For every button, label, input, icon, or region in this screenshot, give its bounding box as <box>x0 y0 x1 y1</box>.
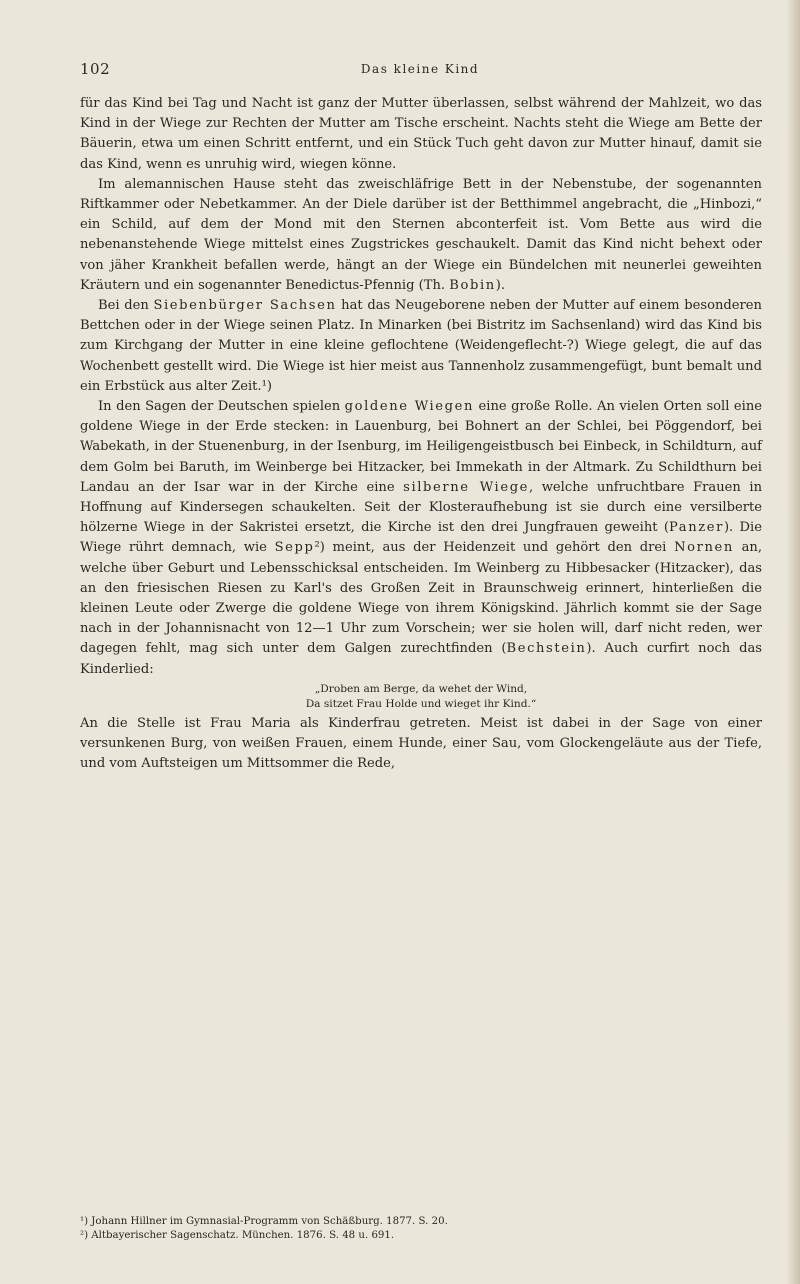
footnotes <box>80 1215 762 1243</box>
closing-paragraph: An die Stelle ist Frau Maria als Kinderfrau getreten. Meist ist dabei in der Sage von einer versunkenen Burg, von weißen Frauen, einem Hunde, einer Sau, vom Glockengeläute aus der Tiefe, und vom Auftsteigen um Mittsommer die Rede, <box>80 715 762 772</box>
verse-line-1: „Droben am Berge, da wehet der Wind, <box>314 682 528 695</box>
page-header <box>80 60 760 82</box>
verse-line-2: Da sitzet Frau Holde und wieget ihr Kind.“ <box>305 697 537 710</box>
paragraph-1: für das Kind bei Tag und Nacht ist ganz der Mutter überlassen, selbst während der Mahlzeit, wo das Kind in der Wiege zur Rechten der Mutter am Tische erscheint. Nachts steht die Wiege am Bette der Bäuerin, etwa um einen Schritt entfernt, und ein Stück Tuch geht davon zur Mutter hinauf, damit sie das Kind, wenn es unruhig wird, wiegen könne. <box>80 96 762 172</box>
running-head: Das kleine Kind <box>360 62 480 76</box>
spaced-emphasis: Bechstein <box>506 641 587 657</box>
spaced-emphasis: Nornen <box>674 540 734 556</box>
spaced-emphasis: Panzer <box>668 520 724 536</box>
spaced-emphasis: Siebenbürger Sachsen <box>153 298 337 314</box>
spaced-emphasis: goldene Wiegen <box>344 399 475 415</box>
spaced-emphasis: Bobin <box>449 277 496 293</box>
spaced-emphasis: Sepp <box>274 540 315 556</box>
verse-block <box>80 682 762 712</box>
page-number: 102 <box>80 60 111 78</box>
paragraph-2: Im alemannischen Hause steht das zweischläfrige Bett in der Nebenstube, der sogenannten Riftkammer oder Nebetkammer. An der Diele darüber ist der Betthimmel angebracht, die „Hinbozi,“ ein Schild, auf dem der Mond mit den Sternen abconterfeit ist. Vom Bette aus wird die nebenanstehende Wiege mittelst eines Zugstrickes geschaukelt. Damit das Kind nicht behext oder von jäher Krankheit befallen werde, hängt an der Wiege ein Bündelchen mit neunerlei geweihten Kräutern und ein sogenannter Benedictus-Pfennig (Th. Bobin). <box>80 176 762 293</box>
spaced-emphasis: silberne Wiege <box>403 479 530 495</box>
page-edge-shadow <box>786 0 800 1284</box>
footnote-2: ²) Altbayerischer Sagenschatz. München. 1876. S. 48 u. 691. <box>80 1230 395 1241</box>
spaced-emphasis: goldene Wiege <box>344 399 464 415</box>
body-text <box>80 94 762 775</box>
paragraph-3: Bei den Siebenbürger Sachsen hat das Neugeborene neben der Mutter auf einem besonderen Bettchen oder in der Wiege seinen Platz. In Minarken (bei Bistritz im Sachsenland) wird das Kind bis zum Kirchgang der Mutter in eine kleine geflochtene (Weidengeflecht-?) Wiege gelegt, die auf das Wochenbett gestellt wird. Die Wiege ist hier meist aus Tannenholz zusammengefügt, bunt bemalt und ein Erbstück aus alter Zeit.¹) <box>80 298 762 394</box>
paragraph-4: In den Sagen der Deutschen spielen goldene Wiegen eine große Rolle. An vielen Orten soll eine goldene Wiege in der Erde stecken: in Lauenburg, bei Bohnert an der Schlei, bei Pöggendorf, bei Wabekath, in der Stuenenburg, in der Isenburg, im Heiligengeistbusch bei Einbeck, in Schildturn, auf dem Golm bei Baruth, im Weinberge bei Hitzacker, bei Immekath in der Altmark. Zu Schildthurn bei Landau an der Isar war in der Kirche eine silberne Wiege, welche unfruchtbare Frauen in Hoffnung auf Kindersegen schaukelten. Seit der Klosteraufhebung ist sie durch eine versilberte hölzerne Wiege in der Sakristei ersetzt, die Kirche ist den drei Jungfrauen geweiht (Panzer). Die Wiege rührt demnach, wie Sepp²) meint, aus der Heidenzeit und gehört den drei Nornen an, welche über Geburt und Lebensschicksal entscheiden. Im Weinberg zu Hibbesacker (Hitzacker), das an den friesischen Riesen zu Karl's des Großen Zeit in Braunschweig erinnert, hinterließen die kleinen Leute oder Zwerge die goldene Wiege von ihrem Königskind. Jährlich kommt sie der Sage nach in der Johannisnacht von 12—1 Uhr zum Vorschein; wer sie holen will, darf nicht reden, wer dagegen fehlt, mag sich unter dem Galgen zurechtfinden (Bechstein). Auch curfirt noch das Kinderlied: <box>80 399 763 677</box>
footnote-1: ¹) Johann Hillner im Gymnasial-Programm von Schäßburg. 1877. S. 20. <box>80 1216 448 1227</box>
